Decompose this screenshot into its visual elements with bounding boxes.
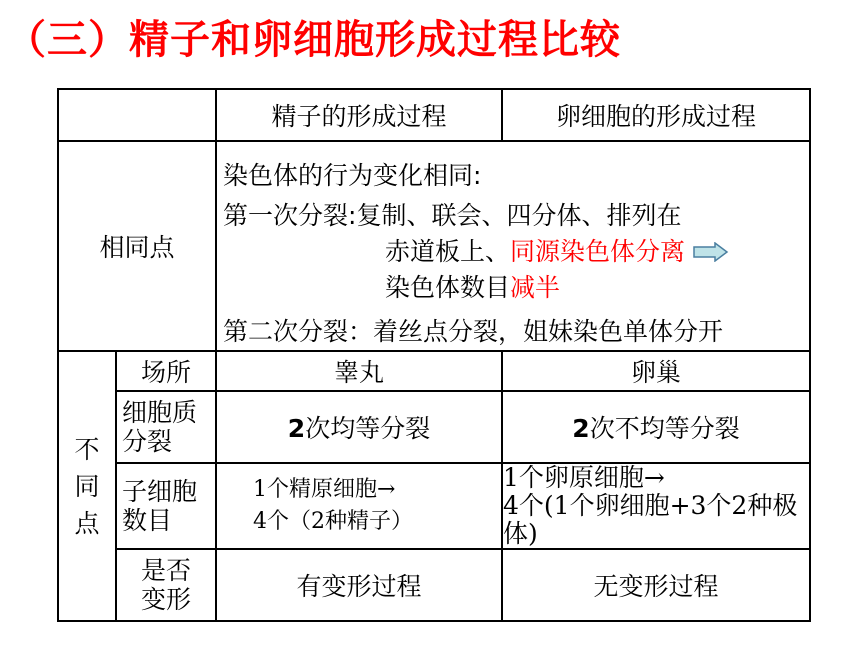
chromosome-number-text: 染色体数目 — [385, 273, 511, 302]
location-label: 场所 — [116, 351, 216, 391]
daughter-count-sperm-line-1: 1个精原细胞→ — [253, 477, 396, 502]
same-label: 相同点 — [58, 141, 216, 351]
header-egg: 卵细胞的形成过程 — [502, 89, 810, 141]
header-sperm: 精子的形成过程 — [216, 89, 502, 141]
diff-label-char-2: 同 — [74, 471, 100, 501]
diff-label-char-1: 不 — [74, 434, 100, 464]
deformation-label-line-1: 是否 — [140, 556, 191, 585]
cytoplasm-label-line-1: 细胞质 — [122, 398, 198, 427]
same-line-2 — [223, 196, 681, 232]
daughter-count-label-line-2: 数目 — [122, 506, 173, 535]
cytoplasm-label — [116, 391, 216, 463]
cytoplasm-egg-number: 2 — [572, 414, 590, 443]
equator-text: 赤道板上、 — [385, 237, 511, 266]
first-division-text: 复制、联会、四分体、排列在 — [356, 201, 682, 230]
deformation-label — [116, 549, 216, 621]
first-division-prefix: 第一次分裂: — [223, 201, 357, 230]
diff-label-char-3: 点 — [74, 508, 100, 538]
same-content — [216, 141, 810, 351]
daughter-count-egg — [502, 463, 810, 549]
daughter-count-row — [58, 463, 810, 549]
daughter-count-sperm — [216, 463, 502, 549]
right-arrow-icon — [693, 239, 729, 268]
cytoplasm-row — [58, 391, 810, 463]
same-line-1: 染色体的行为变化相同: — [223, 161, 482, 190]
daughter-count-egg-line-1: 1个卵原细胞→ — [503, 463, 665, 492]
location-row — [58, 351, 810, 391]
deformation-egg: 无变形过程 — [502, 549, 810, 621]
page-title: （三）精子和卵细胞形成过程比较 — [6, 17, 621, 63]
same-line-4 — [385, 268, 560, 304]
cytoplasm-egg — [502, 391, 810, 463]
deformation-label-line-2: 变形 — [140, 585, 191, 614]
cytoplasm-sperm-number: 2 — [287, 414, 306, 443]
daughter-count-label — [116, 463, 216, 549]
location-egg: 卵巢 — [502, 351, 810, 391]
cytoplasm-egg-text: 次不均等分裂 — [589, 414, 740, 443]
daughter-count-sperm-line-2: 4个（2种精子） — [253, 509, 413, 534]
same-line-5: 第二次分裂：着丝点分裂，姐妹染色单体分开 — [223, 317, 724, 346]
header-row — [58, 89, 810, 141]
cytoplasm-sperm-text: 次均等分裂 — [305, 414, 431, 443]
location-sperm: 睾丸 — [216, 351, 502, 391]
diff-label — [58, 351, 116, 621]
header-empty-cell — [58, 89, 216, 141]
homolog-separation-text: 同源染色体分离 — [510, 237, 686, 266]
comparison-table — [57, 88, 811, 622]
same-line-3 — [385, 232, 729, 268]
cytoplasm-label-line-2: 分裂 — [122, 427, 173, 456]
deformation-sperm: 有变形过程 — [216, 549, 502, 621]
daughter-count-egg-line-2: 4个(1个卵细胞+3个2种极体) — [503, 491, 798, 548]
deformation-row — [58, 549, 810, 621]
same-row — [58, 141, 810, 351]
daughter-count-label-line-1: 子细胞 — [122, 477, 198, 506]
cytoplasm-sperm — [216, 391, 502, 463]
halved-text: 减半 — [510, 273, 561, 302]
